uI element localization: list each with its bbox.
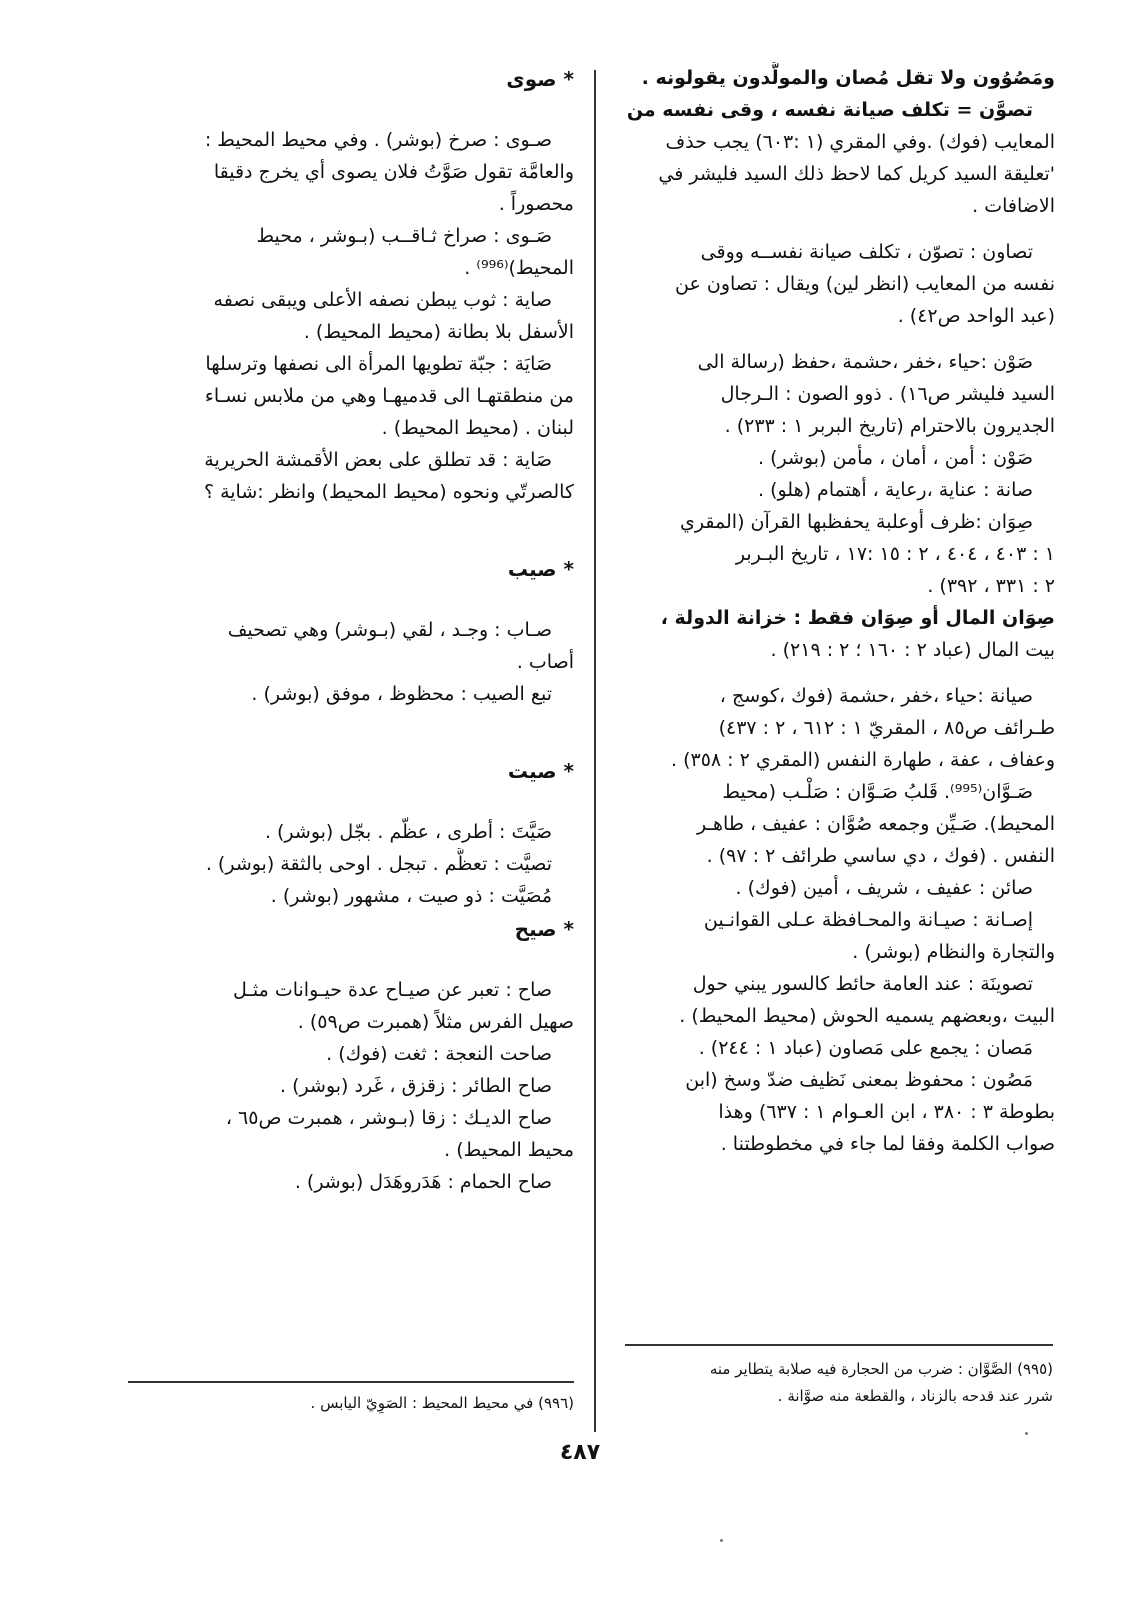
footnote-rule-left [128, 1381, 574, 1383]
footnote-line: (٩٩٦) في محيط المحيط : الصَوِيّ اليابس . [310, 1394, 574, 1412]
text-line: صهيل الفرس مثلاً (همبرت ص٥٩) . [297, 1011, 574, 1033]
text-line: ومَصُوُون ولا تقل مُصان والمولَّدون يقولونه . [641, 67, 1055, 89]
text-line: الأسفل بلا بطانة (محيط المحيط) . [303, 321, 574, 343]
text-line: الجديرون بالاحترام (تاريخ البربر ١ : ٢٣٣) . [724, 415, 1055, 437]
text-line: وعفاف ، عفة ، طهارة النفس (المقري ٢ : ٣٥٨) . [671, 749, 1055, 771]
scan-speck [1025, 1432, 1028, 1435]
footnote-right [625, 1356, 1053, 1410]
spacer [623, 332, 1055, 346]
text-line: صَـوَّان⁽⁹⁹⁵⁾. قَلبُ صَـوَّان : صَلْـب (محيط [722, 781, 1033, 803]
page-number: ٤٨٧ [559, 1440, 601, 1465]
text-line: صاح الطائر : زقزق ، غَرد (بوشر) . [280, 1075, 552, 1097]
spacer [128, 946, 574, 974]
text-line: تصوَّن = تكلف صيانة نفسه ، وقى نفسه من [626, 99, 1033, 121]
right-column [623, 62, 1055, 1160]
text-line: محيط المحيط) . [444, 1139, 574, 1161]
text-line: المحيط)⁽⁹⁹⁶⁾ . [464, 257, 574, 279]
text-line: تصوينَة : عند العامة حائط كالسور يبني حول [692, 973, 1033, 995]
text-line: إصـانة : صيـانة والمحـافظة عـلى القوانـين [703, 909, 1033, 931]
text-line: مَصُون : محفوظ بمعنى نَظيف ضدّ وسخ (ابن [685, 1069, 1033, 1091]
text-line: بيت المال (عباد ٢ : ١٦٠ ؛ ٢ : ٢١٩) . [770, 639, 1055, 661]
text-line: صَوْن : أمن ، أمان ، مأمن (بوشر) . [758, 447, 1033, 469]
text-line: محصوراً . [498, 193, 574, 215]
text-line: تصاون : تصوّن ، تكلف صيانة نفســه ووقى [700, 241, 1033, 263]
text-line: النفس . (فوك ، دي ساسي طرائف ٢ : ٩٧) . [706, 845, 1055, 867]
text-line: صاية : ثوب يبطن نصفه الأعلى ويبقى نصفه [213, 289, 552, 311]
text-line: صَيَّتَ : أطرى ، عظّم . بجّل (بوشر) . [264, 821, 552, 843]
text-line: صَـوى : صراخ ثـاقــب (بـوشر ، محيط [256, 225, 552, 247]
text-line: طـرائف ص٨٥ ، المقريّ ١ : ٦١٢ ، ٢ : ٤٣٧) [718, 717, 1055, 739]
text-line: مَصان : يجمع على مَصاون (عباد ١ : ٢٤٤) . [698, 1037, 1033, 1059]
text-line: صاح الحمام : هَدَروهَدَل (بوشر) . [294, 1171, 552, 1193]
text-line: صِوَان :ظرف أوعلبة يحفظبها القرآن (المقري [680, 511, 1033, 533]
text-line: والتجارة والنظام (بوشر) . [852, 941, 1055, 963]
text-line: صَوْن :حياء ،خفر ،حشمة ،حفظ (رسالة الى [697, 351, 1033, 373]
text-line: صاح : تعبر عن صيـاح عدة حيـوانات مثـل [232, 979, 552, 1001]
spacer [128, 586, 574, 614]
spacer [128, 96, 574, 124]
text-line: صـوى : صرخ (بوشر) . وفي محيط المحيط : [204, 129, 552, 151]
text-line: صائن : عفيف ، شريف ، أمين (فوك) . [735, 877, 1033, 899]
text-line: ٢ : ٣٣١ ، ٣٩٢) . [927, 575, 1055, 597]
footnote-line: شرر عند قدحه بالزناد ، والقطعة منه صوَّانة . [777, 1387, 1053, 1405]
text-line: ١ : ٤٠٣ ، ٤٠٤ ، ٢ : ١٥ :١٧ ، تاريخ البـربر [735, 543, 1055, 565]
footnote-line: (٩٩٥) الصَّوَّان : ضرب من الحجارة فيه صلابة يتطاير منه [709, 1360, 1053, 1378]
text-line: صانة : عناية ،رعاية ، أهتمام (هلو) . [757, 479, 1033, 501]
text-line: المحيط). صَـيِّن وجمعه صُوَّان : عفيف ، طاهـر [696, 813, 1055, 835]
text-line: صواب الكلمة وفقا لما جاء في مخطوطتنا . [720, 1133, 1055, 1155]
spacer [128, 788, 574, 816]
text-line: صيانة :حياء ،خفر ،حشمة (فوك ،كوسج ، [719, 685, 1033, 707]
text-line: صـاب : وجـد ، لقي (بـوشر) وهي تصحيف [227, 619, 552, 641]
text-line: صاحت النعجة : ثغت (فوك) . [326, 1043, 552, 1065]
text-line: والعامَّة تقول صَوَّتُ فلان يصوى أي يخرج دقيقا [213, 161, 574, 183]
text-line: مُصَيَّت : ذو صيت ، مشهور (بوشر) . [270, 885, 552, 907]
text-line: المعايب (فوك) .وفي المقري (١ :٦٠٣) يجب حذف [665, 131, 1055, 153]
text-line: الاضافات . [972, 195, 1055, 217]
entry-heading: * صوى [506, 67, 574, 91]
text-line: صَايَة : جبّة تطويها المرأة الى نصفها وترسلها [205, 353, 552, 375]
text-line: صاح الديـك : زقا (بـوشر ، همبرت ص٦٥ ، [225, 1107, 552, 1129]
text-line: من منطقتهـا الى قدميهـا وهي من ملابس نسـاء [204, 385, 574, 407]
text-line: لبنان . (محيط المحيط) . [381, 417, 574, 439]
footnote-rule-right [625, 1344, 1053, 1346]
text-line: (عبد الواحد ص٤٢) . [897, 305, 1055, 327]
scan-speck [720, 1539, 723, 1542]
spacer [128, 710, 574, 754]
spacer [128, 508, 574, 552]
spacer [623, 666, 1055, 680]
column-divider [594, 70, 596, 1432]
text-line: 'تعليقة السيد كريل كما لاحظ ذلك السيد فليشر في [658, 163, 1055, 185]
text-line: تصيَّت : تعظَّم . تبجل . اوحى بالثقة (بوشر) . [205, 853, 552, 875]
text-line: صِوَان المال أو صِوَان فقط : خزانة الدولة ، [660, 607, 1055, 629]
entry-heading: * صيب [507, 557, 574, 581]
text-line: السيد فليشر ص١٦) . ذوو الصون : الـرجال [720, 383, 1055, 405]
text-line: كالصرتّي ونحوه (محيط المحيط) وانظر :شاية ؟ [203, 481, 574, 503]
text-line: أصاب . [516, 651, 574, 673]
entry-heading: * صيت [507, 759, 574, 783]
text-line: صَاية : قد تطلق على بعض الأقمشة الحريرية [204, 449, 552, 471]
text-line: بطوطة ٣ : ٣٨٠ ، ابن العـوام ١ : ٦٣٧) وهذا [718, 1101, 1055, 1123]
spacer [623, 222, 1055, 236]
left-column [128, 62, 574, 1198]
text-line: تبع الصيب : محظوظ ، موفق (بوشر) . [251, 683, 552, 705]
footnote-left [128, 1390, 574, 1417]
text-line: نفسه من المعايب (انظر لين) ويقال : تصاون عن [675, 273, 1055, 295]
entry-heading: * صيح [514, 917, 574, 941]
text-line: البيت ،وبعضهم يسميه الحوش (محيط المحيط) . [679, 1005, 1055, 1027]
